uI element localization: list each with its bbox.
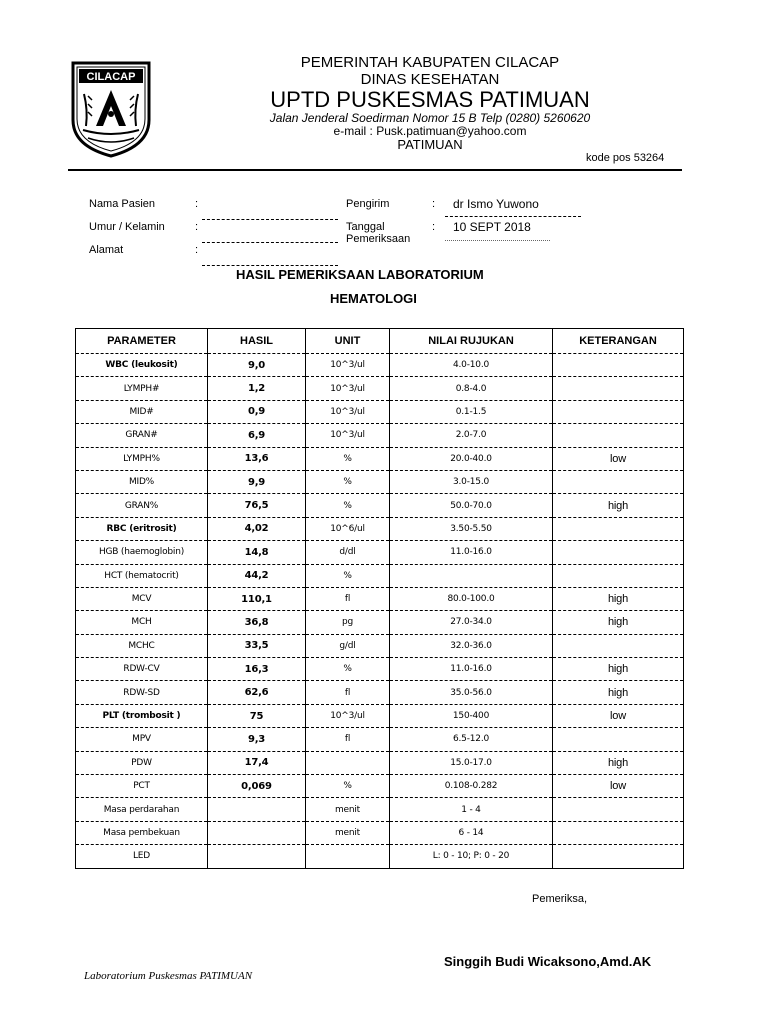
table-row xyxy=(76,587,684,610)
cell-keterangan: low xyxy=(553,775,684,798)
report-title: HASIL PEMERIKSAAN LABORATORIUM xyxy=(236,267,484,282)
cell-keterangan: high xyxy=(553,587,684,610)
cell-keterangan xyxy=(553,728,684,751)
cell-hasil: 44,2 xyxy=(208,564,306,587)
cell-keterangan xyxy=(553,845,684,868)
cell-keterangan: high xyxy=(553,658,684,681)
cell-unit xyxy=(306,845,390,868)
header-place: PATIMUAN xyxy=(397,137,463,152)
cell-rujukan: 15.0-17.0 xyxy=(390,751,553,774)
header-address: Jalan Jenderal Soedirman Nomor 15 B Telp (0280) 5260620 xyxy=(269,111,591,125)
cell-rujukan: 20.0-40.0 xyxy=(390,447,553,470)
table-row xyxy=(76,658,684,681)
cell-parameter: PDW xyxy=(76,751,208,774)
table-row xyxy=(76,470,684,493)
cell-parameter: PCT xyxy=(76,775,208,798)
cell-rujukan: 1 - 4 xyxy=(390,798,553,821)
colon: : xyxy=(195,198,199,210)
lab-footer: Laboratorium Puskesmas PATIMUAN xyxy=(84,970,253,982)
table-row xyxy=(76,634,684,657)
cell-keterangan: high xyxy=(553,611,684,634)
cell-parameter: MID% xyxy=(76,470,208,493)
cell-hasil: 75 xyxy=(208,704,306,727)
cell-parameter: PLT (trombosit ) xyxy=(76,704,208,727)
cell-keterangan: low xyxy=(553,447,684,470)
cell-hasil xyxy=(208,821,306,844)
cell-hasil: 33,5 xyxy=(208,634,306,657)
cell-unit: pg xyxy=(306,611,390,634)
cell-unit: d/dl xyxy=(306,541,390,564)
table-row xyxy=(76,845,684,868)
cell-keterangan xyxy=(553,541,684,564)
cell-unit: % xyxy=(306,470,390,493)
table-row xyxy=(76,494,684,517)
cell-hasil: 4,02 xyxy=(208,517,306,540)
cell-rujukan xyxy=(390,564,553,587)
cell-keterangan xyxy=(553,377,684,400)
cell-parameter: MID# xyxy=(76,400,208,423)
cell-unit: % xyxy=(306,447,390,470)
header-email: e-mail : Pusk.patimuan@yahoo.com xyxy=(333,124,527,138)
cell-unit: fl xyxy=(306,728,390,751)
cell-parameter: MCH xyxy=(76,611,208,634)
header-department: DINAS KESEHATAN xyxy=(360,71,500,88)
cell-parameter: WBC (leukosit) xyxy=(76,354,208,377)
cell-rujukan: L: 0 - 10; P: 0 - 20 xyxy=(390,845,553,868)
cell-rujukan: 35.0-56.0 xyxy=(390,681,553,704)
cell-keterangan xyxy=(553,517,684,540)
cell-hasil xyxy=(208,798,306,821)
header-keterangan: KETERANGAN xyxy=(553,329,684,354)
cell-rujukan: 0.108-0.282 xyxy=(390,775,553,798)
table-row xyxy=(76,611,684,634)
cell-unit xyxy=(306,751,390,774)
cell-rujukan: 50.0-70.0 xyxy=(390,494,553,517)
date-field xyxy=(445,240,550,241)
cell-parameter: Masa perdarahan xyxy=(76,798,208,821)
sender-label: Pengirim xyxy=(346,198,390,210)
cell-hasil: 13,6 xyxy=(208,447,306,470)
cell-rujukan: 80.0-100.0 xyxy=(390,587,553,610)
cell-unit: % xyxy=(306,494,390,517)
patient-address-label: Alamat xyxy=(89,244,124,256)
cell-unit: menit xyxy=(306,798,390,821)
cell-parameter: RBC (eritrosit) xyxy=(76,517,208,540)
table-row xyxy=(76,424,684,447)
cell-keterangan xyxy=(553,798,684,821)
table-row xyxy=(76,821,684,844)
cell-hasil: 9,3 xyxy=(208,728,306,751)
cell-unit: 10^6/ul xyxy=(306,517,390,540)
table-row xyxy=(76,798,684,821)
cell-hasil: 9,0 xyxy=(208,354,306,377)
cell-parameter: Masa pembekuan xyxy=(76,821,208,844)
cell-hasil: 0,069 xyxy=(208,775,306,798)
header-divider xyxy=(68,169,682,171)
svg-text:CILACAP: CILACAP xyxy=(86,71,136,83)
cell-rujukan: 3.50-5.50 xyxy=(390,517,553,540)
cell-hasil: 14,8 xyxy=(208,541,306,564)
cell-rujukan: 0.8-4.0 xyxy=(390,377,553,400)
header-hasil: HASIL xyxy=(208,329,306,354)
table-row xyxy=(76,775,684,798)
cell-parameter: LED xyxy=(76,845,208,868)
cell-unit: fl xyxy=(306,681,390,704)
header-nilai-rujukan: NILAI RUJUKAN xyxy=(390,329,553,354)
cell-hasil: 6,9 xyxy=(208,424,306,447)
cell-rujukan: 11.0-16.0 xyxy=(390,541,553,564)
patient-age-gender-field xyxy=(202,242,338,243)
header-parameter: PARAMETER xyxy=(76,329,208,354)
cell-parameter: HGB (haemoglobin) xyxy=(76,541,208,564)
colon: : xyxy=(195,244,199,256)
cell-unit: menit xyxy=(306,821,390,844)
cell-hasil: 110,1 xyxy=(208,587,306,610)
cell-unit: 10^3/ul xyxy=(306,424,390,447)
cell-keterangan xyxy=(553,424,684,447)
table-row xyxy=(76,751,684,774)
colon: : xyxy=(432,198,436,210)
cell-parameter: MCV xyxy=(76,587,208,610)
examination-label: Pemeriksaan xyxy=(346,233,411,245)
cell-parameter: MCHC xyxy=(76,634,208,657)
cell-hasil: 17,4 xyxy=(208,751,306,774)
patient-age-gender-label: Umur / Kelamin xyxy=(89,221,165,233)
cell-keterangan: high xyxy=(553,751,684,774)
postal-code: kode pos 53264 xyxy=(586,152,665,164)
cell-hasil: 9,9 xyxy=(208,470,306,493)
date-label: Tanggal xyxy=(346,221,385,233)
cell-parameter: LYMPH% xyxy=(76,447,208,470)
header-unit: UNIT xyxy=(306,329,390,354)
cell-keterangan xyxy=(553,470,684,493)
table-row xyxy=(76,377,684,400)
cell-parameter: GRAN# xyxy=(76,424,208,447)
date-value: 10 SEPT 2018 xyxy=(453,220,531,234)
cell-keterangan xyxy=(553,400,684,423)
cell-rujukan: 3.0-15.0 xyxy=(390,470,553,493)
patient-name-label: Nama Pasien xyxy=(89,198,156,210)
cell-parameter: RDW-CV xyxy=(76,658,208,681)
header-government: PEMERINTAH KABUPATEN CILACAP xyxy=(300,54,560,71)
cell-unit: 10^3/ul xyxy=(306,704,390,727)
cell-hasil: 1,2 xyxy=(208,377,306,400)
cell-keterangan xyxy=(553,821,684,844)
cell-keterangan: high xyxy=(553,494,684,517)
table-row xyxy=(76,517,684,540)
table-row xyxy=(76,728,684,751)
cell-unit: % xyxy=(306,775,390,798)
cell-rujukan: 32.0-36.0 xyxy=(390,634,553,657)
cell-unit: 10^3/ul xyxy=(306,377,390,400)
cilacap-logo xyxy=(70,60,152,158)
table-row xyxy=(76,354,684,377)
examiner-name: Singgih Budi Wicaksono,Amd.AK xyxy=(444,954,652,969)
lab-results-table xyxy=(75,328,684,869)
patient-address-field xyxy=(202,265,338,266)
cell-parameter: HCT (hematocrit) xyxy=(76,564,208,587)
cell-rujukan: 6.5-12.0 xyxy=(390,728,553,751)
cell-keterangan xyxy=(553,564,684,587)
table-row xyxy=(76,447,684,470)
cell-rujukan: 11.0-16.0 xyxy=(390,658,553,681)
cell-unit: % xyxy=(306,658,390,681)
cell-parameter: MPV xyxy=(76,728,208,751)
table-header-row xyxy=(76,329,684,354)
table-row xyxy=(76,564,684,587)
cell-unit: % xyxy=(306,564,390,587)
cell-rujukan: 150-400 xyxy=(390,704,553,727)
report-subtitle: HEMATOLOGI xyxy=(330,291,417,306)
cell-rujukan: 4.0-10.0 xyxy=(390,354,553,377)
cell-rujukan: 2.0-7.0 xyxy=(390,424,553,447)
cell-parameter: RDW-SD xyxy=(76,681,208,704)
patient-name-field xyxy=(202,219,338,220)
cell-keterangan: low xyxy=(553,704,684,727)
cell-parameter: GRAN% xyxy=(76,494,208,517)
cell-hasil: 62,6 xyxy=(208,681,306,704)
cell-parameter: LYMPH# xyxy=(76,377,208,400)
cell-keterangan xyxy=(553,354,684,377)
cell-unit: 10^3/ul xyxy=(306,354,390,377)
cell-hasil: 36,8 xyxy=(208,611,306,634)
cell-hasil: 76,5 xyxy=(208,494,306,517)
header-institution: UPTD PUSKESMAS PATIMUAN xyxy=(270,87,590,112)
table-row xyxy=(76,541,684,564)
cell-unit: 10^3/ul xyxy=(306,400,390,423)
table-row xyxy=(76,681,684,704)
sender-value: dr Ismo Yuwono xyxy=(453,197,539,211)
cell-rujukan: 6 - 14 xyxy=(390,821,553,844)
cell-hasil xyxy=(208,845,306,868)
cell-rujukan: 27.0-34.0 xyxy=(390,611,553,634)
cell-unit: g/dl xyxy=(306,634,390,657)
cell-keterangan: high xyxy=(553,681,684,704)
sender-field xyxy=(445,216,581,217)
colon: : xyxy=(195,221,199,233)
cell-hasil: 16,3 xyxy=(208,658,306,681)
colon: : xyxy=(432,221,436,233)
examiner-label: Pemeriksa, xyxy=(532,893,588,905)
table-row xyxy=(76,704,684,727)
cell-unit: fl xyxy=(306,587,390,610)
table-row xyxy=(76,400,684,423)
cell-keterangan xyxy=(553,634,684,657)
cell-hasil: 0,9 xyxy=(208,400,306,423)
cell-rujukan: 0.1-1.5 xyxy=(390,400,553,423)
